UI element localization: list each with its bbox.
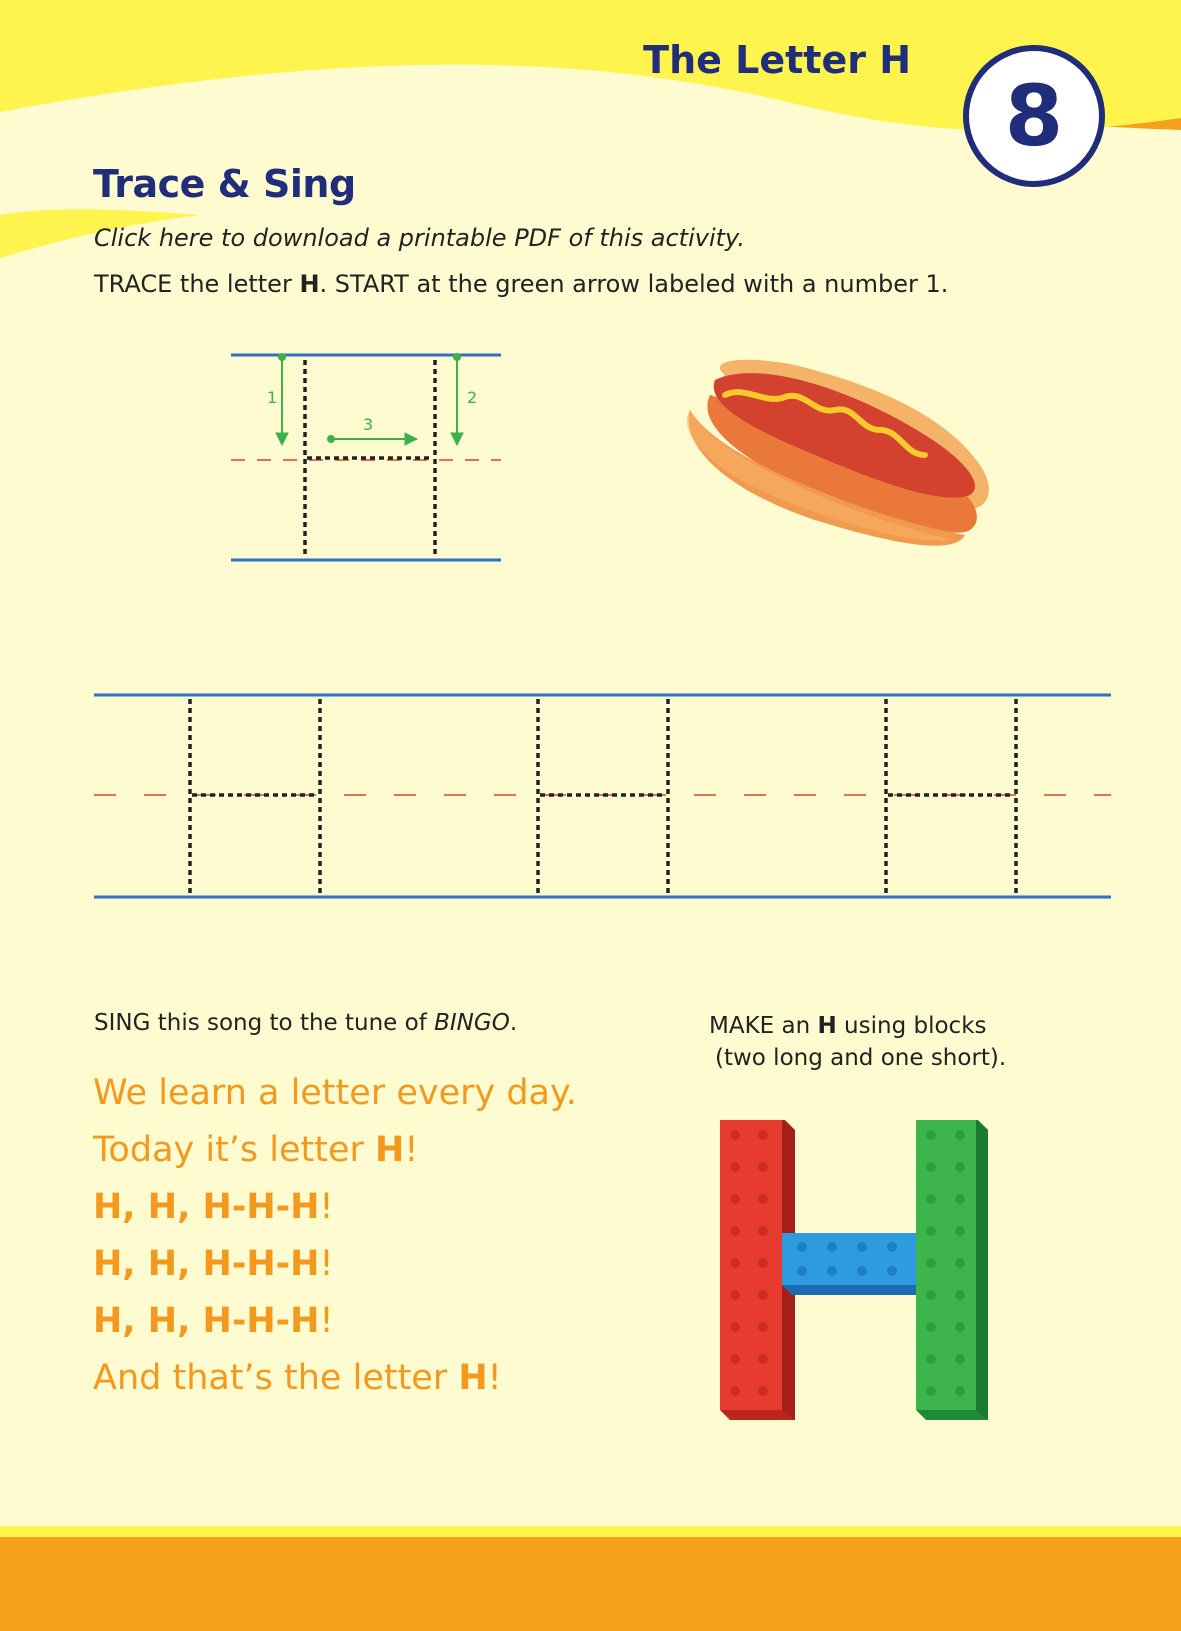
- song-line-1: We learn a letter every day.: [93, 1073, 577, 1113]
- trace-instruction-post: . START at the green arrow labeled with a number 1.: [319, 270, 949, 298]
- block-letter-h-illustration: [720, 1115, 995, 1425]
- page-title: The Letter H: [643, 38, 911, 82]
- letter-h-practice-row: [90, 685, 1115, 905]
- make-instruction-post: using blocks: [836, 1013, 987, 1039]
- song-line-5: H, H, H-H-H!: [93, 1301, 334, 1341]
- make-instruction: [709, 1010, 1006, 1074]
- make-instruction-letter: H: [817, 1013, 837, 1039]
- stroke-label-2: 2: [467, 388, 478, 407]
- letter-h-stroke-guide: [225, 345, 505, 565]
- section-title: Trace & Sing: [93, 162, 356, 206]
- trace-instruction-pre: TRACE the letter: [94, 270, 300, 298]
- practice-h-3: [886, 699, 1016, 895]
- sing-instruction: [94, 1010, 517, 1036]
- stroke-label-3: 3: [363, 415, 374, 434]
- trace-instruction: [94, 270, 948, 298]
- sing-instruction-pre: SING this song to the tune of: [94, 1010, 435, 1036]
- page-number: 8: [1004, 67, 1064, 165]
- make-instruction-pre: MAKE an: [709, 1013, 818, 1039]
- practice-h-1: [190, 699, 320, 895]
- stroke-label-1: 1: [267, 388, 278, 407]
- sing-tune: BINGO: [434, 1010, 510, 1036]
- hot-dog-illustration: [685, 355, 1005, 565]
- footer-bar: [0, 1537, 1181, 1631]
- song-line-3: H, H, H-H-H!: [93, 1187, 334, 1227]
- page-number-badge: [963, 45, 1105, 187]
- song-line-6: And that’s the letter H!: [93, 1358, 502, 1398]
- song-line-4: H, H, H-H-H!: [93, 1244, 334, 1284]
- song-line-2: Today it’s letter H!: [93, 1130, 419, 1170]
- trace-instruction-letter: H: [299, 270, 320, 298]
- sing-instruction-post: .: [509, 1010, 518, 1036]
- practice-h-2: [538, 699, 668, 895]
- footer-stripe: [0, 1526, 1181, 1537]
- make-instruction-line2: (two long and one short).: [715, 1045, 1007, 1071]
- download-pdf-link[interactable]: Click here to download a printable PDF of this activity.: [94, 224, 745, 252]
